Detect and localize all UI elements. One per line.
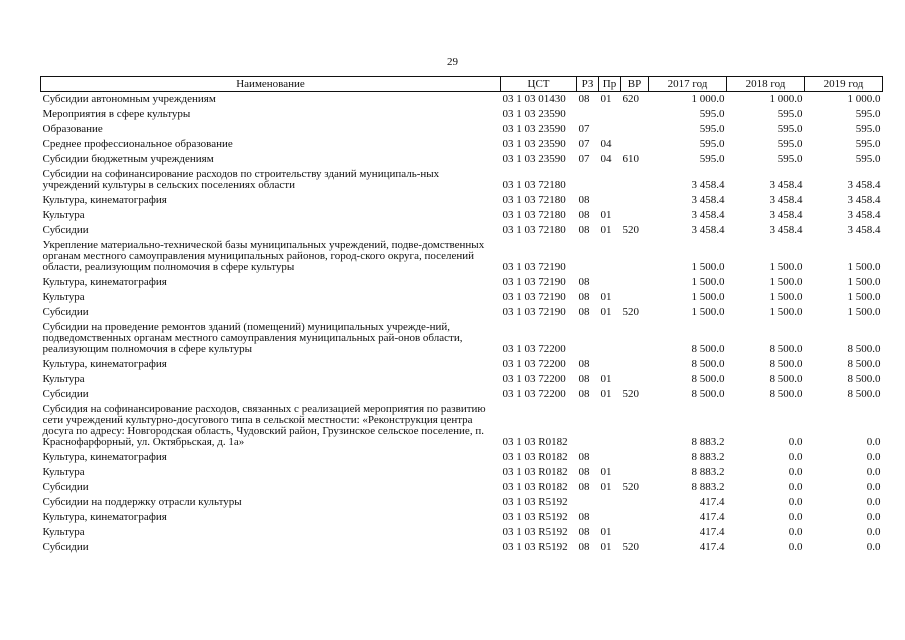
cell-rz	[577, 495, 599, 510]
cell-2018: 0.0	[788, 541, 803, 553]
cell-vr	[621, 525, 649, 540]
cell-2017: 3 458.4	[691, 194, 725, 206]
cell-pr: 01	[600, 209, 612, 221]
cell-2018: 8 500.0	[769, 373, 803, 385]
cell-cst: 03 1 03 23590	[502, 138, 566, 150]
cell-pr: 01	[600, 373, 612, 385]
cell-2018: 0.0	[788, 511, 803, 523]
cell-vr	[621, 167, 649, 193]
cell-pr	[599, 357, 621, 372]
cell-pr	[599, 193, 621, 208]
cell-2018: 3 458.4	[769, 194, 803, 206]
header-2019: 2019 год	[805, 77, 883, 92]
cell-name: Субсидии автономным учреждениям	[42, 93, 216, 105]
cell-2017: 8 883.2	[691, 451, 725, 463]
table-header-row	[41, 77, 883, 92]
cell-rz	[577, 320, 599, 357]
cell-2018: 595.0	[777, 138, 803, 150]
cell-cst: 03 1 03 R5192	[502, 496, 568, 508]
cell-name: Культура	[42, 291, 85, 303]
cell-rz: 08	[578, 276, 590, 288]
cell-cst: 03 1 03 23590	[502, 108, 566, 120]
cell-cst: 03 1 03 01430	[502, 93, 566, 105]
cell-pr	[599, 107, 621, 122]
cell-2018: 0.0	[788, 481, 803, 493]
cell-cst: 03 1 03 R0182	[502, 481, 568, 493]
cell-pr	[599, 238, 621, 275]
cell-2017: 417.4	[699, 526, 725, 538]
cell-vr	[621, 320, 649, 357]
cell-2017: 8 883.2	[691, 466, 725, 478]
cell-2018: 0.0	[788, 436, 803, 448]
cell-pr	[599, 122, 621, 137]
table-row	[41, 208, 883, 223]
cell-vr	[621, 137, 649, 152]
cell-2018: 0.0	[788, 451, 803, 463]
cell-pr: 01	[600, 388, 612, 400]
cell-rz: 08	[578, 451, 590, 463]
cell-vr: 520	[622, 224, 639, 236]
cell-pr: 01	[600, 93, 612, 105]
cell-2019: 0.0	[866, 511, 881, 523]
cell-2017: 8 500.0	[691, 343, 725, 355]
header-cst: ЦСТ	[501, 77, 577, 92]
cell-2017: 3 458.4	[691, 224, 725, 236]
header-rz: РЗ	[577, 77, 599, 92]
cell-2019: 1 500.0	[847, 306, 881, 318]
cell-name: Образование	[42, 123, 103, 135]
table-row	[41, 465, 883, 480]
cell-rz: 08	[578, 373, 590, 385]
cell-cst: 03 1 03 R0182	[502, 466, 568, 478]
cell-cst: 03 1 03 R0182	[502, 451, 568, 463]
cell-vr	[621, 510, 649, 525]
cell-cst: 03 1 03 R5192	[502, 541, 568, 553]
cell-2019: 595.0	[855, 153, 881, 165]
cell-cst: 03 1 03 R5192	[502, 526, 568, 538]
cell-2019: 595.0	[855, 123, 881, 135]
cell-rz: 08	[578, 194, 590, 206]
cell-2018: 0.0	[788, 466, 803, 478]
cell-rz: 08	[578, 358, 590, 370]
cell-cst: 03 1 03 72180	[502, 179, 566, 191]
cell-rz: 08	[578, 388, 590, 400]
table-body	[41, 92, 883, 556]
cell-name: Субсидии	[42, 306, 89, 318]
cell-2017: 1 000.0	[691, 93, 725, 105]
cell-rz	[577, 167, 599, 193]
cell-cst: 03 1 03 72180	[502, 209, 566, 221]
cell-2019: 3 458.4	[847, 224, 881, 236]
cell-vr	[621, 193, 649, 208]
table-row	[41, 238, 883, 275]
cell-2017: 417.4	[699, 541, 725, 553]
cell-2017: 8 883.2	[691, 481, 725, 493]
cell-name: Культура	[42, 373, 85, 385]
cell-vr: 520	[622, 306, 639, 318]
cell-2017: 595.0	[699, 123, 725, 135]
cell-name: Субсидии	[42, 541, 89, 553]
cell-pr: 01	[600, 224, 612, 236]
cell-2019: 0.0	[866, 451, 881, 463]
cell-pr: 04	[600, 138, 612, 150]
cell-name: Субсидии	[42, 224, 89, 236]
cell-cst: 03 1 03 72190	[502, 291, 566, 303]
header-2018: 2018 год	[727, 77, 805, 92]
cell-name: Субсидии	[42, 481, 89, 493]
cell-vr: 520	[622, 388, 639, 400]
cell-2017: 3 458.4	[691, 209, 725, 221]
table-row	[41, 290, 883, 305]
cell-rz: 08	[578, 224, 590, 236]
table-row	[41, 305, 883, 320]
cell-vr: 520	[622, 481, 639, 493]
cell-2017: 8 500.0	[691, 373, 725, 385]
cell-2019: 0.0	[866, 526, 881, 538]
cell-rz: 07	[578, 138, 590, 150]
cell-pr: 04	[600, 153, 612, 165]
cell-pr: 01	[600, 291, 612, 303]
cell-cst: 03 1 03 72190	[502, 306, 566, 318]
header-vr: ВР	[621, 77, 649, 92]
cell-2019: 1 000.0	[847, 93, 881, 105]
cell-cst: 03 1 03 72200	[502, 358, 566, 370]
cell-2018: 8 500.0	[769, 343, 803, 355]
cell-pr: 01	[600, 466, 612, 478]
cell-name: Культура, кинематография	[42, 358, 167, 370]
cell-vr	[621, 290, 649, 305]
cell-name: Субсидии бюджетным учреждениям	[42, 153, 214, 165]
cell-vr	[621, 402, 649, 450]
cell-cst: 03 1 03 23590	[502, 153, 566, 165]
cell-2017: 595.0	[699, 153, 725, 165]
cell-2017: 595.0	[699, 138, 725, 150]
cell-2019: 8 500.0	[847, 373, 881, 385]
cell-rz: 07	[578, 123, 590, 135]
cell-2018: 1 500.0	[769, 276, 803, 288]
header-2017: 2017 год	[649, 77, 727, 92]
table-row	[41, 495, 883, 510]
cell-2019: 1 500.0	[847, 261, 881, 273]
table-row	[41, 510, 883, 525]
table-row	[41, 320, 883, 357]
cell-2019: 3 458.4	[847, 179, 881, 191]
table-row	[41, 193, 883, 208]
cell-cst: 03 1 03 72190	[502, 276, 566, 288]
cell-2019: 3 458.4	[847, 209, 881, 221]
cell-name: Культура, кинематография	[42, 511, 167, 523]
cell-2019: 0.0	[866, 436, 881, 448]
cell-2019: 595.0	[855, 138, 881, 150]
cell-name: Культура, кинематография	[42, 276, 167, 288]
cell-rz: 08	[578, 526, 590, 538]
cell-2017: 8 500.0	[691, 358, 725, 370]
cell-vr	[621, 208, 649, 223]
cell-2019: 0.0	[866, 496, 881, 508]
cell-2018: 3 458.4	[769, 209, 803, 221]
table-row	[41, 137, 883, 152]
cell-rz	[577, 238, 599, 275]
cell-2017: 1 500.0	[691, 261, 725, 273]
cell-2019: 0.0	[866, 466, 881, 478]
table-row	[41, 540, 883, 555]
cell-rz	[577, 402, 599, 450]
cell-name: Культура, кинематография	[42, 194, 167, 206]
cell-cst: 03 1 03 72200	[502, 343, 566, 355]
cell-2019: 1 500.0	[847, 276, 881, 288]
cell-2018: 595.0	[777, 123, 803, 135]
budget-table	[40, 76, 883, 555]
cell-vr	[621, 465, 649, 480]
cell-rz: 08	[578, 291, 590, 303]
cell-rz	[577, 107, 599, 122]
cell-pr: 01	[600, 541, 612, 553]
cell-2019: 8 500.0	[847, 358, 881, 370]
cell-2019: 0.0	[866, 541, 881, 553]
cell-rz: 08	[578, 466, 590, 478]
cell-name: Субсидия на софинансирование расходов, связанных с реализацией мероприятия по развитию сети учреждений культурно-досугового типа в сельской местности: «Реконструкция центра досуга по адресу: Новгородская область, Чудовский район, Грузинское сельское поселение, п. Краснофарфорный, ул. Октябрьская, д. 1а»	[42, 403, 486, 448]
cell-pr	[599, 167, 621, 193]
header-name: Наименование	[41, 77, 501, 92]
table-row	[41, 450, 883, 465]
cell-2017: 417.4	[699, 511, 725, 523]
cell-cst: 03 1 03 72180	[502, 224, 566, 236]
cell-pr	[599, 275, 621, 290]
table-row	[41, 107, 883, 122]
cell-2018: 595.0	[777, 153, 803, 165]
table-row	[41, 357, 883, 372]
cell-2018: 8 500.0	[769, 358, 803, 370]
cell-pr	[599, 450, 621, 465]
cell-name: Субсидии на софинансирование расходов по строительству зданий муниципаль-ных учреждений культуры в сельских поселениях области	[42, 168, 440, 191]
cell-vr	[621, 450, 649, 465]
cell-name: Субсидии на поддержку отрасли культуры	[42, 496, 242, 508]
cell-name: Культура	[42, 466, 85, 478]
cell-2019: 0.0	[866, 481, 881, 493]
cell-vr	[621, 107, 649, 122]
cell-2017: 1 500.0	[691, 306, 725, 318]
cell-2018: 3 458.4	[769, 179, 803, 191]
cell-2018: 0.0	[788, 526, 803, 538]
table-row	[41, 525, 883, 540]
table-row	[41, 480, 883, 495]
cell-2018: 8 500.0	[769, 388, 803, 400]
cell-cst: 03 1 03 R0182	[502, 436, 568, 448]
page-number: 29	[447, 56, 458, 68]
cell-vr	[621, 357, 649, 372]
cell-name: Среднее профессиональное образование	[42, 138, 233, 150]
cell-2017: 8 883.2	[691, 436, 725, 448]
cell-2019: 3 458.4	[847, 194, 881, 206]
cell-pr: 01	[600, 481, 612, 493]
cell-rz: 08	[578, 209, 590, 221]
cell-2017: 417.4	[699, 496, 725, 508]
cell-2017: 1 500.0	[691, 291, 725, 303]
cell-rz: 08	[578, 93, 590, 105]
cell-cst: 03 1 03 72200	[502, 388, 566, 400]
table-row	[41, 167, 883, 193]
cell-2017: 3 458.4	[691, 179, 725, 191]
cell-name: Субсидии	[42, 388, 89, 400]
cell-2018: 1 500.0	[769, 291, 803, 303]
cell-cst: 03 1 03 72180	[502, 194, 566, 206]
cell-vr	[621, 238, 649, 275]
table-row	[41, 372, 883, 387]
cell-name: Культура, кинематография	[42, 451, 167, 463]
cell-2017: 595.0	[699, 108, 725, 120]
cell-vr	[621, 122, 649, 137]
table-row	[41, 223, 883, 238]
cell-vr: 520	[622, 541, 639, 553]
cell-name: Культура	[42, 209, 85, 221]
cell-cst: 03 1 03 R5192	[502, 511, 568, 523]
cell-2017: 8 500.0	[691, 388, 725, 400]
table-row	[41, 387, 883, 402]
cell-rz: 08	[578, 511, 590, 523]
cell-2019: 8 500.0	[847, 388, 881, 400]
cell-rz: 08	[578, 541, 590, 553]
cell-2018: 0.0	[788, 496, 803, 508]
table-row	[41, 152, 883, 167]
cell-cst: 03 1 03 72200	[502, 373, 566, 385]
cell-vr: 610	[622, 153, 639, 165]
cell-vr	[621, 275, 649, 290]
cell-rz: 08	[578, 481, 590, 493]
cell-pr	[599, 495, 621, 510]
table-row	[41, 122, 883, 137]
table-row	[41, 402, 883, 450]
cell-2018: 3 458.4	[769, 224, 803, 236]
cell-pr	[599, 402, 621, 450]
cell-cst: 03 1 03 72190	[502, 261, 566, 273]
cell-name: Культура	[42, 526, 85, 538]
cell-rz: 07	[578, 153, 590, 165]
cell-vr: 620	[622, 93, 639, 105]
cell-vr	[621, 495, 649, 510]
cell-2018: 1 000.0	[769, 93, 803, 105]
cell-cst: 03 1 03 23590	[502, 123, 566, 135]
cell-name: Мероприятия в сфере культуры	[42, 108, 191, 120]
cell-2019: 8 500.0	[847, 343, 881, 355]
cell-name: Укрепление материально-технической базы муниципальных учреждений, подве-домственных органам местного самоуправления муниципальных районов, город-ского округа, поселений области, реализующим полномочия в сфере культуры	[42, 239, 485, 273]
cell-2018: 1 500.0	[769, 306, 803, 318]
cell-2019: 595.0	[855, 108, 881, 120]
cell-rz: 08	[578, 306, 590, 318]
table-row	[41, 92, 883, 108]
cell-pr: 01	[600, 526, 612, 538]
header-pr: Пр	[599, 77, 621, 92]
cell-2017: 1 500.0	[691, 276, 725, 288]
cell-vr	[621, 372, 649, 387]
cell-pr	[599, 320, 621, 357]
cell-2019: 1 500.0	[847, 291, 881, 303]
cell-pr	[599, 510, 621, 525]
cell-2018: 1 500.0	[769, 261, 803, 273]
cell-2018: 595.0	[777, 108, 803, 120]
cell-pr: 01	[600, 306, 612, 318]
table-row	[41, 275, 883, 290]
cell-name: Субсидии на проведение ремонтов зданий (помещений) муниципальных учрежде-ний, подведомственных органам местного самоуправления муниципальных рай-онов области, реализующим полномочия в сфере культуры	[42, 321, 463, 355]
